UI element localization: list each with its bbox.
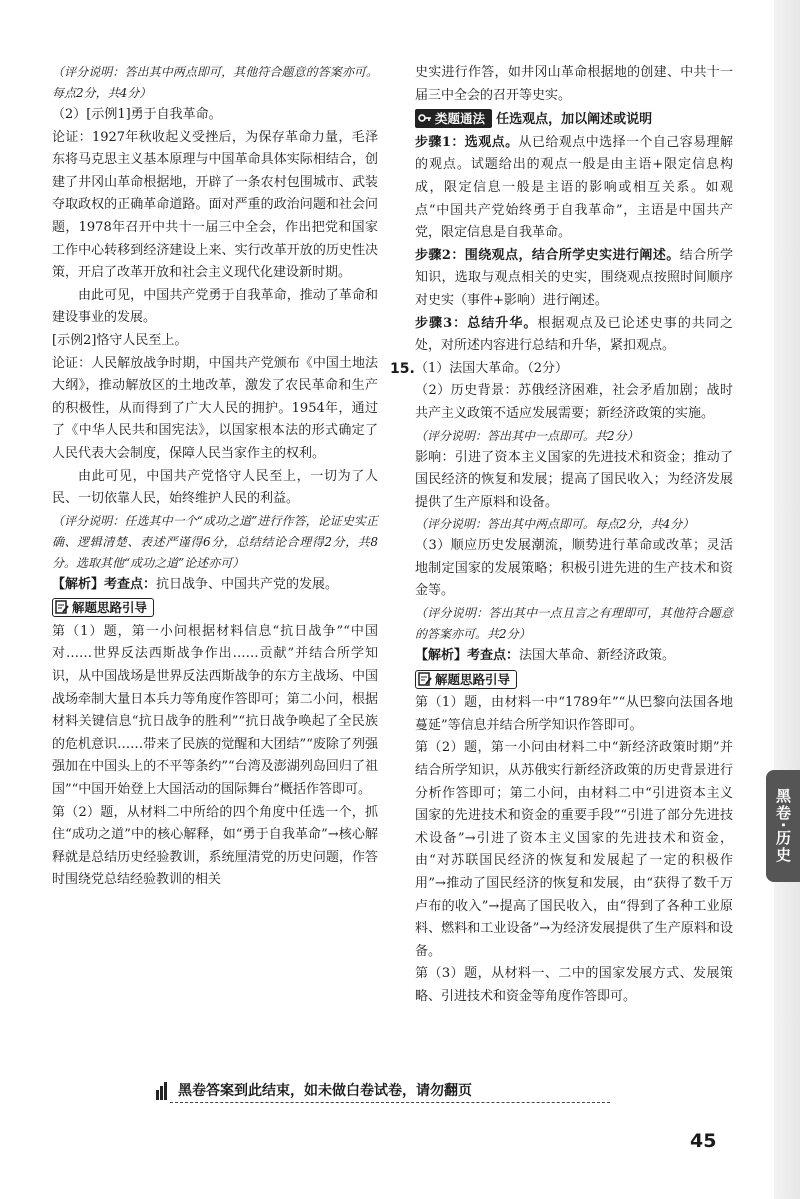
- argument-paragraph: 论证：人民解放战争时期，中国共产党颁布《中国土地法大纲》，推动解放区的土地改革，激发了农民革命和生产的积极性，从而得到了广大人民的拥护。1954年，通过了《中华人民共和国宪法》，以国家根本法的形式确定了人民代表大会制度，保障人民当家作主的权利。: [52, 355, 378, 461]
- q15-part2-impact: 影响：引进了资本主义国家的先进技术和资金；推动了国民经济的恢复和发展；提高了国民收入；为经济发展提供了生产原料和设备。: [415, 449, 733, 510]
- guide-tag-label: 解题思路引导: [72, 600, 148, 616]
- step-label: 步骤2：围绕观点，结合所学史实进行阐述。: [415, 247, 680, 263]
- guide-paragraph: 第（2）题，从材料二中所给的四个角度中任选一个，抓住“成功之道”中的核心解释，如“勇于自我革命”→核心解释就是总结历史经验教训，系统厘清党的历史问题，作答时围绕党总结经验教训的相关: [52, 804, 378, 888]
- conclusion-paragraph: 由此可见，中国共产党恪守人民至上，一切为了人民、一切依靠人民，始终维护人民的利益。: [52, 468, 378, 507]
- guide-continuation: 史实进行作答，如井冈山革命根据地的创建、中共十一届三中全会的召开等史实。: [415, 65, 733, 103]
- step-text: 从已给观点中选择一个自己容易理解的观点。试题给出的观点一般是由主语+限定信息构成，限定信息一般是主语的影响或相互关系。如观点“中国共产党始终勇于自我革命”，主语是中国共产党，限定信息是自我革命。: [415, 134, 733, 241]
- analysis-label: 【解析】考查点：: [415, 648, 520, 664]
- guide-paragraph: 第（1）题，第一小问根据材料信息“抗日战争”“中国对……世界反法西斯战争作出……贡献”并结合所学知识，从中国战场是世界反法西斯战争的东方主战场、中国战场牵制大量日本兵力等角度作答即可；第二小问，根据材料关键信息“抗日战争的胜利”“抗日战争唤起了全民族的危机意识……带来了民族的觉醒和大团结”“废除了列强强加在中国头上的不平等条约”“台湾及澎湖列岛回归了祖国”“中国开始登上大国活动的国际舞台”概括作答即可。: [52, 623, 378, 798]
- key-icon: [418, 111, 432, 125]
- bars-icon: [156, 1082, 168, 1100]
- step-label: 步骤1：选观点。: [415, 134, 519, 150]
- analysis-label: 【解析】考查点：: [52, 576, 157, 592]
- step-text: 根据观点及已论述史事的共同之处，对所述内容进行总结和升华，紧扣观点。: [415, 315, 733, 354]
- footer-notice: [170, 1080, 610, 1104]
- guide-tag: [415, 670, 517, 689]
- notebook-pencil-icon: [418, 672, 432, 686]
- page-edge-shadow: [774, 0, 800, 1199]
- method-tag: [415, 109, 492, 128]
- scoring-note: （评分说明：答出其中一点且言之有理即可，其他符合题意的答案亦可。共2分）: [415, 606, 733, 642]
- example-1-heading: （2）[示例1]勇于自我革命。: [52, 107, 222, 122]
- method-heading: [415, 107, 733, 132]
- guide-tag-label: 解题思路引导: [435, 671, 511, 687]
- guide-paragraph: 第（3）题，从材料一、二中的国家发展方式、发展策略、引进技术和资金等角度作答即可。: [415, 966, 733, 1004]
- scoring-note: （评分说明：答出其中一点即可。共2分）: [415, 428, 639, 443]
- side-tab: 黑卷·历史: [766, 770, 800, 882]
- q15-part3: （3）顺应历史发展潮流，顺势进行革命或改革；灵活地制定国家的发展策略；积极引进先进的生产技术和资金等。: [415, 538, 733, 599]
- left-column: [52, 62, 378, 892]
- method-tag-label: 类题通法: [435, 111, 486, 127]
- right-column: [390, 62, 733, 1009]
- q15-part2: （2）历史背景：苏俄经济困难，社会矛盾加剧；战时共产主义政策不适应发展需要；新经济政策的实施。: [415, 383, 733, 421]
- step-paragraph: [415, 313, 733, 358]
- step-label: 步骤3：总结升华。: [415, 315, 538, 331]
- footer-dashed-line: [170, 1102, 610, 1103]
- analysis-text: 抗日战争、中国共产党的发展。: [156, 576, 339, 592]
- guide-tag: [52, 598, 154, 617]
- method-title: 任选观点，加以阐述或说明: [496, 112, 653, 128]
- q15-part1: [390, 358, 733, 381]
- scoring-note: （评分说明：答出其中两点即可。每点2分，共4分）: [415, 517, 695, 532]
- guide-paragraph: 第（2）题，第一小问由材料二中“新经济政策时期”并结合所学知识，从苏俄实行新经济政策的历史背景进行分析作答即可；第二小问，由材料二中“引进资本主义国家的先进技术和资金的重要手段”“引进了部分先进技术设备”→引进了资本主义国家的先进技术和资金，由“对苏联国民经济的恢复和发展起了一定的积极作用”→推动了国民经济的恢复和发展，由“获得了数千万卢布的收入”→提高了国民收入，由“得到了各种工业原料、燃料和工业设备”→为经济发展提供了生产原料和设备。: [415, 740, 733, 959]
- answer-text: （1）法国大革命。（2分）: [415, 360, 569, 376]
- example-2-heading: [示例2]恪守人民至上。: [52, 332, 188, 348]
- footer-text: 黑卷答案到此结束，如未做白卷试卷，请勿翻页: [178, 1083, 472, 1099]
- argument-paragraph: 论证：1927年秋收起义受挫后，为保存革命力量，毛泽东将马克思主义基本原理与中国革命具体实际相结合，创建了井冈山革命根据地，开辟了一条农村包围城市、武装夺取政权的正确革命道路。面对严重的政治问题和社会问题，1978年召开中共十一届三中全会，作出把党和国家工作中心转移到经济建设上来、实行改革开放的历史性决策，开启了改革开放和社会主义现代化建设新时期。: [52, 129, 378, 281]
- step-paragraph: [415, 245, 733, 313]
- analysis-line: [52, 574, 378, 597]
- scoring-note: （评分说明：答出其中两点即可，其他符合题意的答案亦可。每点2分，共4分）: [52, 65, 378, 100]
- scoring-note: （评分说明：任选其中一个“成功之道”进行作答，论证史实正确、逻辑清楚、表述严谨得6分，总结结论合理得2分，共8分。选取其他“成功之道”论述亦可）: [52, 513, 378, 570]
- page-number: 45: [690, 1130, 717, 1152]
- step-paragraph: [415, 132, 733, 245]
- analysis-line: [415, 645, 733, 668]
- question-number: 15.: [390, 360, 415, 377]
- analysis-text: 法国大革命、新经济政策。: [519, 648, 676, 664]
- conclusion-paragraph: 由此可见，中国共产党勇于自我革命，推动了革命和建设事业的发展。: [52, 287, 378, 326]
- guide-paragraph: 第（1）题，由材料一中“1789年”“从巴黎向法国各地蔓延”等信息并结合所学知识作答即可。: [415, 695, 733, 733]
- step-text: 结合所学知识，选取与观点相关的史实，围绕观点按照时间顺序对史实（事件+影响）进行阐述。: [415, 247, 733, 308]
- notebook-pencil-icon: [55, 600, 69, 614]
